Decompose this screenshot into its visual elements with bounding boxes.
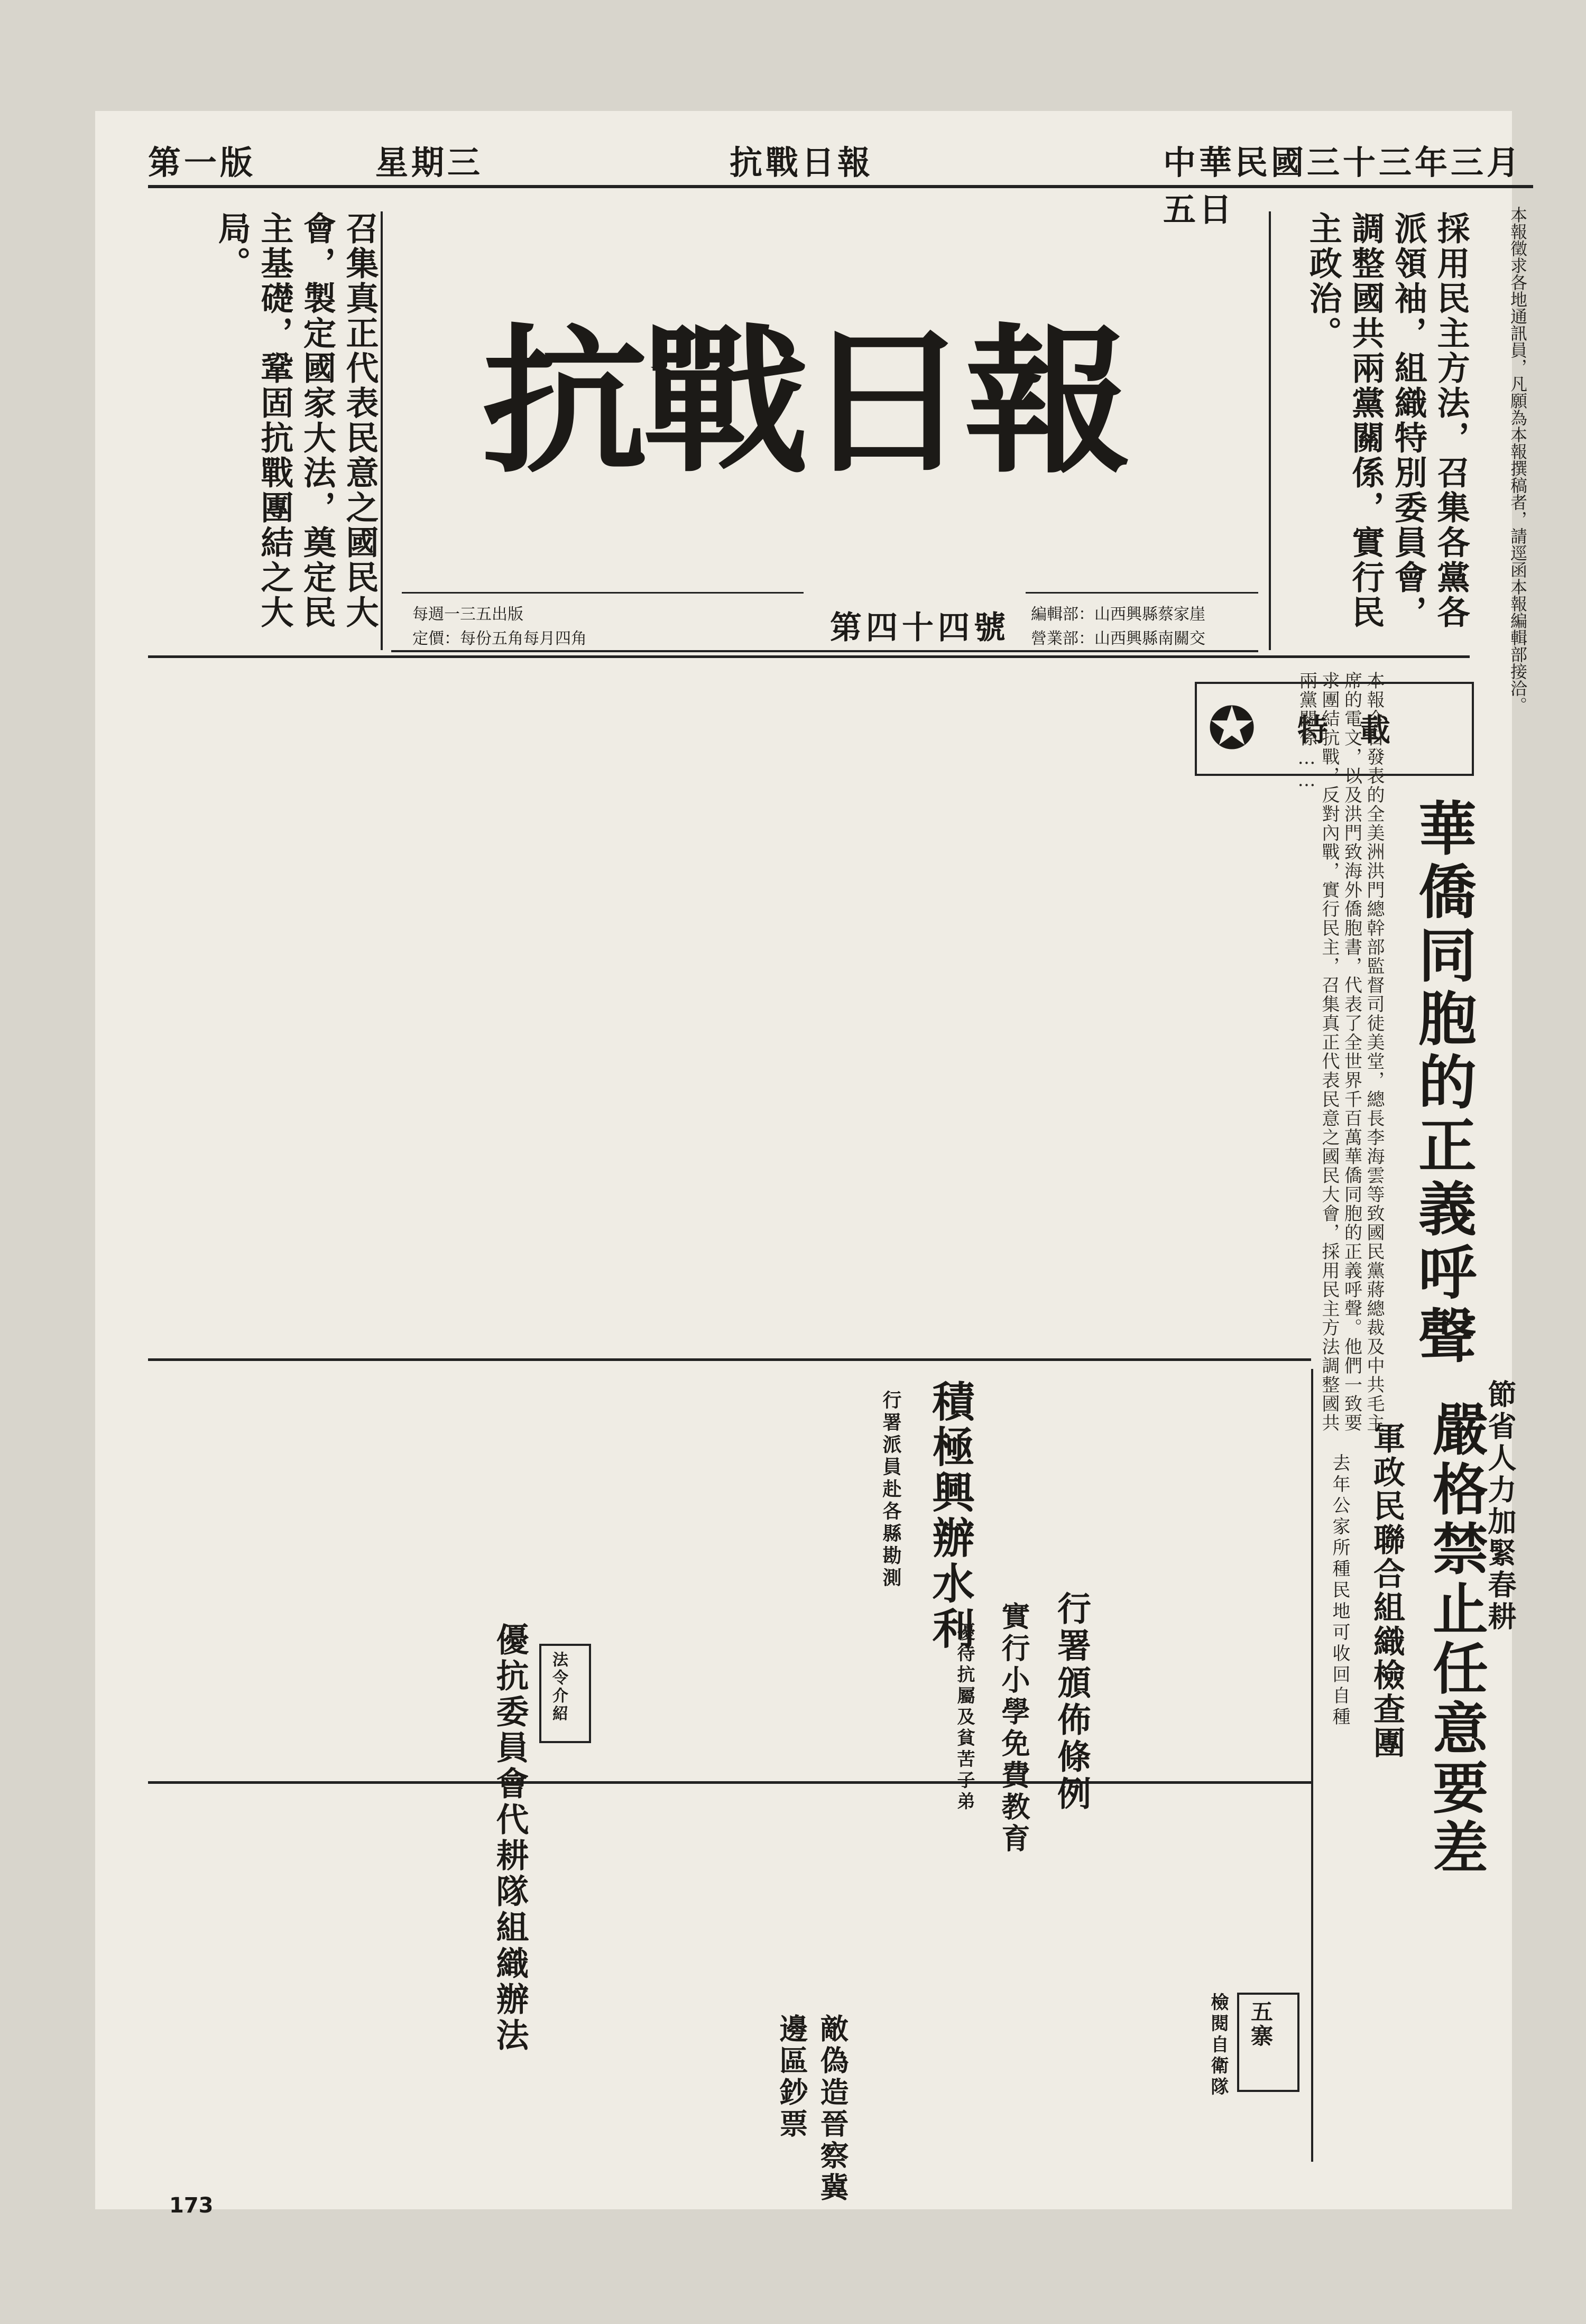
farm-kicker: 節省人力加緊春耕 [1483,1379,1517,1633]
publisher-note-2: 營業部：山西興縣南關交 [1031,629,1205,648]
publisher-note: 編輯部：山西興縣蔡家崖 [1031,605,1205,624]
farm-subhead: 軍政民聯合組織檢查團 [1368,1422,1405,1760]
newspaper-title: 抗戰日報 [482,308,1126,495]
farm-note: 去年公家所種民地可收回自種 [1329,1453,1350,1728]
water-subhead: 行署派員赴各縣勘測 [880,1390,902,1590]
schedule-note: 每週一三五出版 [412,605,523,624]
issue-number: 第四十四號 [830,609,1010,646]
law-intro-label: 法令介紹 [549,1651,568,1723]
divider-right-col [1311,1369,1313,2162]
far-right-column: 本報徵求各地通訊員，凡願為本報撰稿者，請逕函本報編輯部接洽。 [1508,206,1528,714]
law-intro-box [539,1644,591,1743]
school-headline: 行署頒佈條例 [1052,1591,1091,1813]
farm-headline: 嚴格禁止任意要差 [1424,1401,1489,1878]
masthead-info-left [402,592,804,652]
anti-japan-headline: 優抗委員會代耕隊組織辦法 [491,1623,529,2054]
masthead-info-right [1026,592,1258,652]
issue-date: 中華民國三十三年三月五日 [1163,143,1523,229]
school-note: 優待抗屬及貧苦子弟 [954,1623,975,1813]
price-note: 定價：每份五角每月四角 [412,629,587,648]
bank-headline: 敵偽造晉察冀邊區鈔票 [775,2014,850,2204]
slogan-right: 採用民主方法，召集各黨各派領袖，組織特別委員會，調整國共兩黨關係，實行民主政治。 [1269,211,1472,650]
main-article-body: 本報今日發表的全美洲洪門總幹部監督司徒美堂，總長李海雲等致國民黨蔣總裁及中共毛主席的電文，以及洪門致海外僑胞書，代表了全世界千百萬華僑同胞的正義呼聲。他們一致要求團結抗戰，反對內戰，實行民主，召集真正代表民意之國民大會，採用民主方法調整國共兩黨關係…… [1296,671,1385,1432]
divider-top [148,655,1470,658]
honor-headline: 五寨 [1248,2000,1274,2049]
school-subhead: 實行小學免費教育 [997,1601,1031,1855]
feature-headline: 華僑同胞的正義呼聲 [1409,798,1477,1369]
date-bar [148,132,1533,229]
page-number: 173 [169,2193,214,2218]
slogan-left: 召集真正代表民意之國民大會，製定國家大法，奠定民主基礎，鞏固抗戰團結之大局。 [148,211,383,650]
water-headline: 積極興辦水利 [925,1379,975,1652]
divider-lower [148,1781,1311,1784]
weekday-label: 星期三 [375,143,484,182]
honor-box [1237,1993,1299,2092]
edition-label: 第一版 [148,143,256,182]
honor-note: 檢閱自衛隊 [1207,1993,1229,2098]
divider-middle [148,1358,1311,1361]
masthead [391,211,1258,652]
paper-name-small: 抗戰日報 [730,143,874,182]
star-emblem-icon: ✪ [1207,695,1257,762]
newspaper-page [95,111,1528,2209]
special-feature-label: 特載 [1297,712,1423,748]
